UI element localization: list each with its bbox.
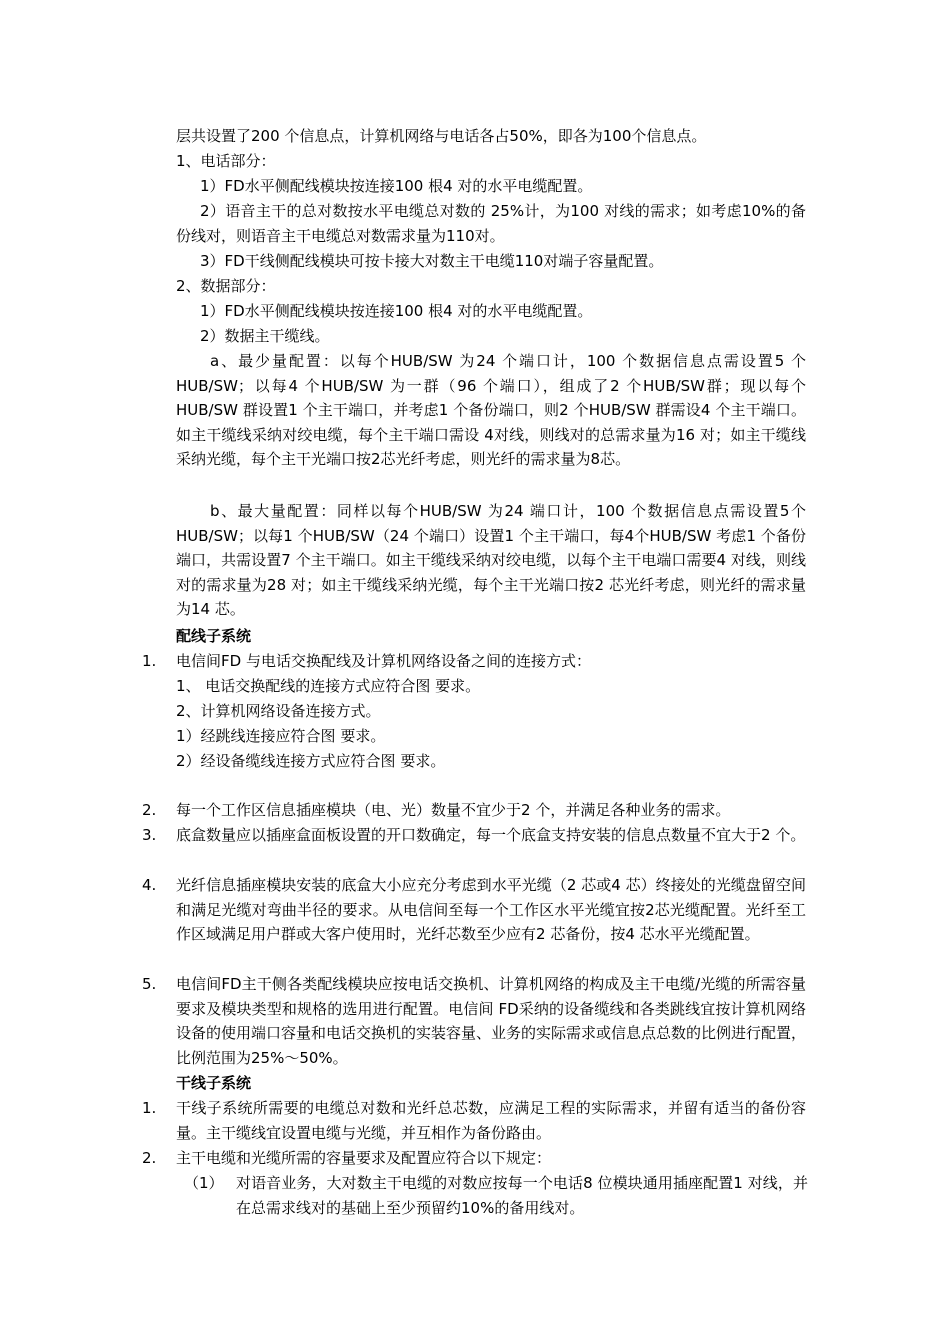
list-number: 2.	[142, 1149, 157, 1167]
list-number: 1.	[142, 652, 157, 670]
distribution-item-4: 光纤信息插座模块安装的底盒大小应充分考虑到水平光缆（2 芯或4 芯）终接处的光缆盘留空间和满足光缆对弯曲半径的要求。从电信间至每一个工作区水平光缆宜按2芯光缆配置。光纤至工作区域满足用户群或大客户使用时，光纤芯数至少应有2 芯备份，按4 芯水平光缆配置。	[176, 876, 806, 943]
list-number: 3.	[142, 826, 157, 844]
heading-backbone-subsystem: 干线子系统	[176, 1074, 252, 1092]
list-number: 1.	[142, 1099, 157, 1117]
distribution-item-2: 每一个工作区信息插座模块（电、光）数量不宜少于2 个，并满足各种业务的需求。	[176, 801, 731, 819]
data-section-title: 2、数据部分：	[176, 277, 276, 295]
data-item-2: 2）数据主干缆线。	[200, 327, 330, 345]
distribution-item-1-sub-b: 2、计算机网络设备连接方式。	[176, 702, 381, 720]
phone-item-3: 3）FD干线侧配线模块可按卡接大对数主干电缆110对端子容量配置。	[200, 252, 664, 270]
phone-item-2: 2）语音主干的总对数按水平电缆总对数的 25%计，为100 对线的需求；如考虑10%的备份线对，则语音主干电缆总对数需求量为110对。	[176, 202, 806, 245]
distribution-item-3: 底盒数量应以插座盒面板设置的开口数确定，每一个底盒支持安装的信息点数量不宜大于2 个。	[176, 826, 806, 844]
distribution-item-5: 电信间FD主干侧各类配线模块应按电话交换机、计算机网络的构成及主干电缆/光缆的所需容量要求及模块类型和规格的选用进行配置。电信间 FD采纳的设备缆线和各类跳线宜按计算机网络设备的使用端口容量和电话交换机的实装容量、业务的实际需求或信息点总数的比例进行配置，比例范围为25%～50%。	[176, 975, 807, 1067]
list-number: 5.	[142, 975, 157, 993]
list-number: （1）	[184, 1174, 224, 1192]
distribution-item-1-sub-a: 1、 电话交换配线的连接方式应符合图 要求。	[176, 677, 481, 695]
distribution-item-1-sub-d: 2）经设备缆线连接方式应符合图 要求。	[176, 752, 446, 770]
data-max-config: b、最大量配置：同样以每个HUB/SW 为24 端口计，100 个数据信息点需设置5个HUB/SW；以每1 个HUB/SW（24 个端口）设置1 个主干端口，每4个HUB/SW 考虑1 个备份端口，共需设置7 个主干端口。如主干缆线采纳对绞电缆，以每个主干电端口需要4 对线，则线对的需求量为28 对；如主干缆线采纳光缆，每个主干光端口按2 芯光纤考虑，则光纤的需求量为14 芯。	[176, 502, 806, 618]
phone-section-title: 1、电话部分：	[176, 152, 276, 170]
backbone-item-1: 干线子系统所需要的电缆总对数和光纤总芯数，应满足工程的实际需求，并留有适当的备份容量。主干缆线宜设置电缆与光缆，并互相作为备份路由。	[176, 1099, 806, 1142]
data-min-config: a、最少量配置：以每个HUB/SW 为24 个端口计，100 个数据信息点需设置5 个HUB/SW；以每4 个HUB/SW 为一群（96 个端口），组成了2 个HUB/SW群；现以每个HUB/SW 群设置1 个主干端口，并考虑1 个备份端口，则2 个HUB/SW 群需设4 个主干端口。如主干缆线采纳对绞电缆，每个主干端口需设 4对线，则线对的总需求量为16 对；如主干缆线采纳光缆，每个主干光端口按2芯光纤考虑，则光纤的需求量为8芯。	[176, 352, 806, 468]
list-number: 2.	[142, 801, 157, 819]
intro-paragraph: 层共设置了200 个信息点，计算机网络与电话各占50%，即各为100个信息点。	[176, 127, 707, 145]
backbone-item-2: 主干电缆和光缆所需的容量要求及配置应符合以下规定：	[176, 1149, 552, 1167]
list-number: 4.	[142, 876, 157, 894]
heading-distribution-subsystem: 配线子系统	[176, 627, 252, 645]
distribution-item-1: 电信间FD 与电话交换配线及计算机网络设备之间的连接方式：	[176, 652, 591, 670]
data-item-1: 1）FD水平侧配线模块按连接100 根4 对的水平电缆配置。	[200, 302, 593, 320]
distribution-item-1-sub-c: 1）经跳线连接应符合图 要求。	[176, 727, 386, 745]
backbone-item-2-sub-1: 对语音业务，大对数主干电缆的对数应按每一个电话8 位模块通用插座配置1 对线，并在总需求线对的基础上至少预留约10%的备用线对。	[236, 1174, 808, 1217]
phone-item-1: 1）FD水平侧配线模块按连接100 根4 对的水平电缆配置。	[200, 177, 593, 195]
